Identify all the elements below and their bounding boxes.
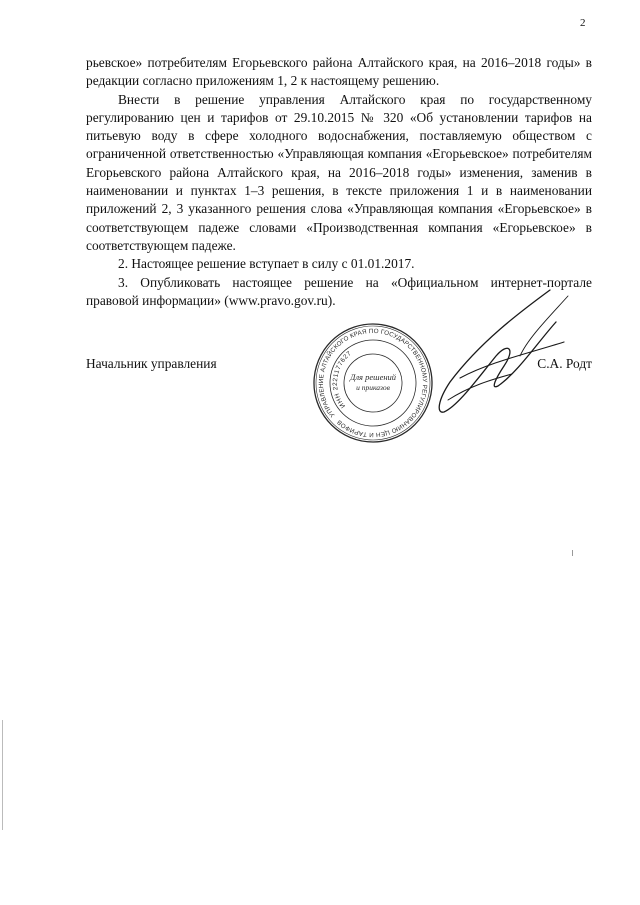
seal-center-line1: Для решений [349,372,397,382]
handwritten-signature [400,282,580,432]
seal-inn-text: ИНН 2221177627 [331,349,354,410]
paragraph-publication: 3. Опубликовать настоящее решение на «Официальном интернет-портале правовой информации» (www.pravo.gov.ru). [86,274,592,308]
position-title: Начальник управления [86,356,217,371]
page-number: 2 [580,17,586,29]
scan-artifact-right [572,550,573,556]
seal-outer-text: УПРАВЛЕНИЕ АЛТАЙСКОГО КРАЯ ПО ГОСУДАРСТВЕННОМУ РЕГУЛИРОВАНИЮ ЦЕН И ТАРИФОВ [317,327,429,439]
signer-name: С.А. Родт [537,356,592,371]
paragraph-amendment: Внести в решение управления Алтайского края по государственному регулированию цен и тарифов от 29.10.2015 № 320 «Об установлении тарифов на питьевую воду в сфере холодного водоснабжения, поставляемую обществом с ограниченной ответственностью «Управляющая компания «Егорьевское» потребителям Егорьевского района Алтайского края, на 2016–2018 годы» изменения, заменив в наименовании и пунктах 1–3 решения, в тексте приложения 1 и в наименовании приложений 2, 3 указанного решения слова «Управляющая компания «Егорьевское» в соответствующем падеже словами «Производственная компания «Егорьевское» в соответствующем падеже. [86,91,592,253]
scan-artifact-left [2,720,3,830]
paragraph-effective-date: 2. Настоящее решение вступает в силу с 01.01.2017. [118,256,415,272]
seal-center-line2: и приказов [356,383,390,392]
document-body [86,54,592,310]
paragraph-continuation: рьевское» потребителям Егорьевского района Алтайского края, на 2016–2018 годы» в редакции согласно приложениям 1, 2 к настоящему решению. [86,55,592,89]
